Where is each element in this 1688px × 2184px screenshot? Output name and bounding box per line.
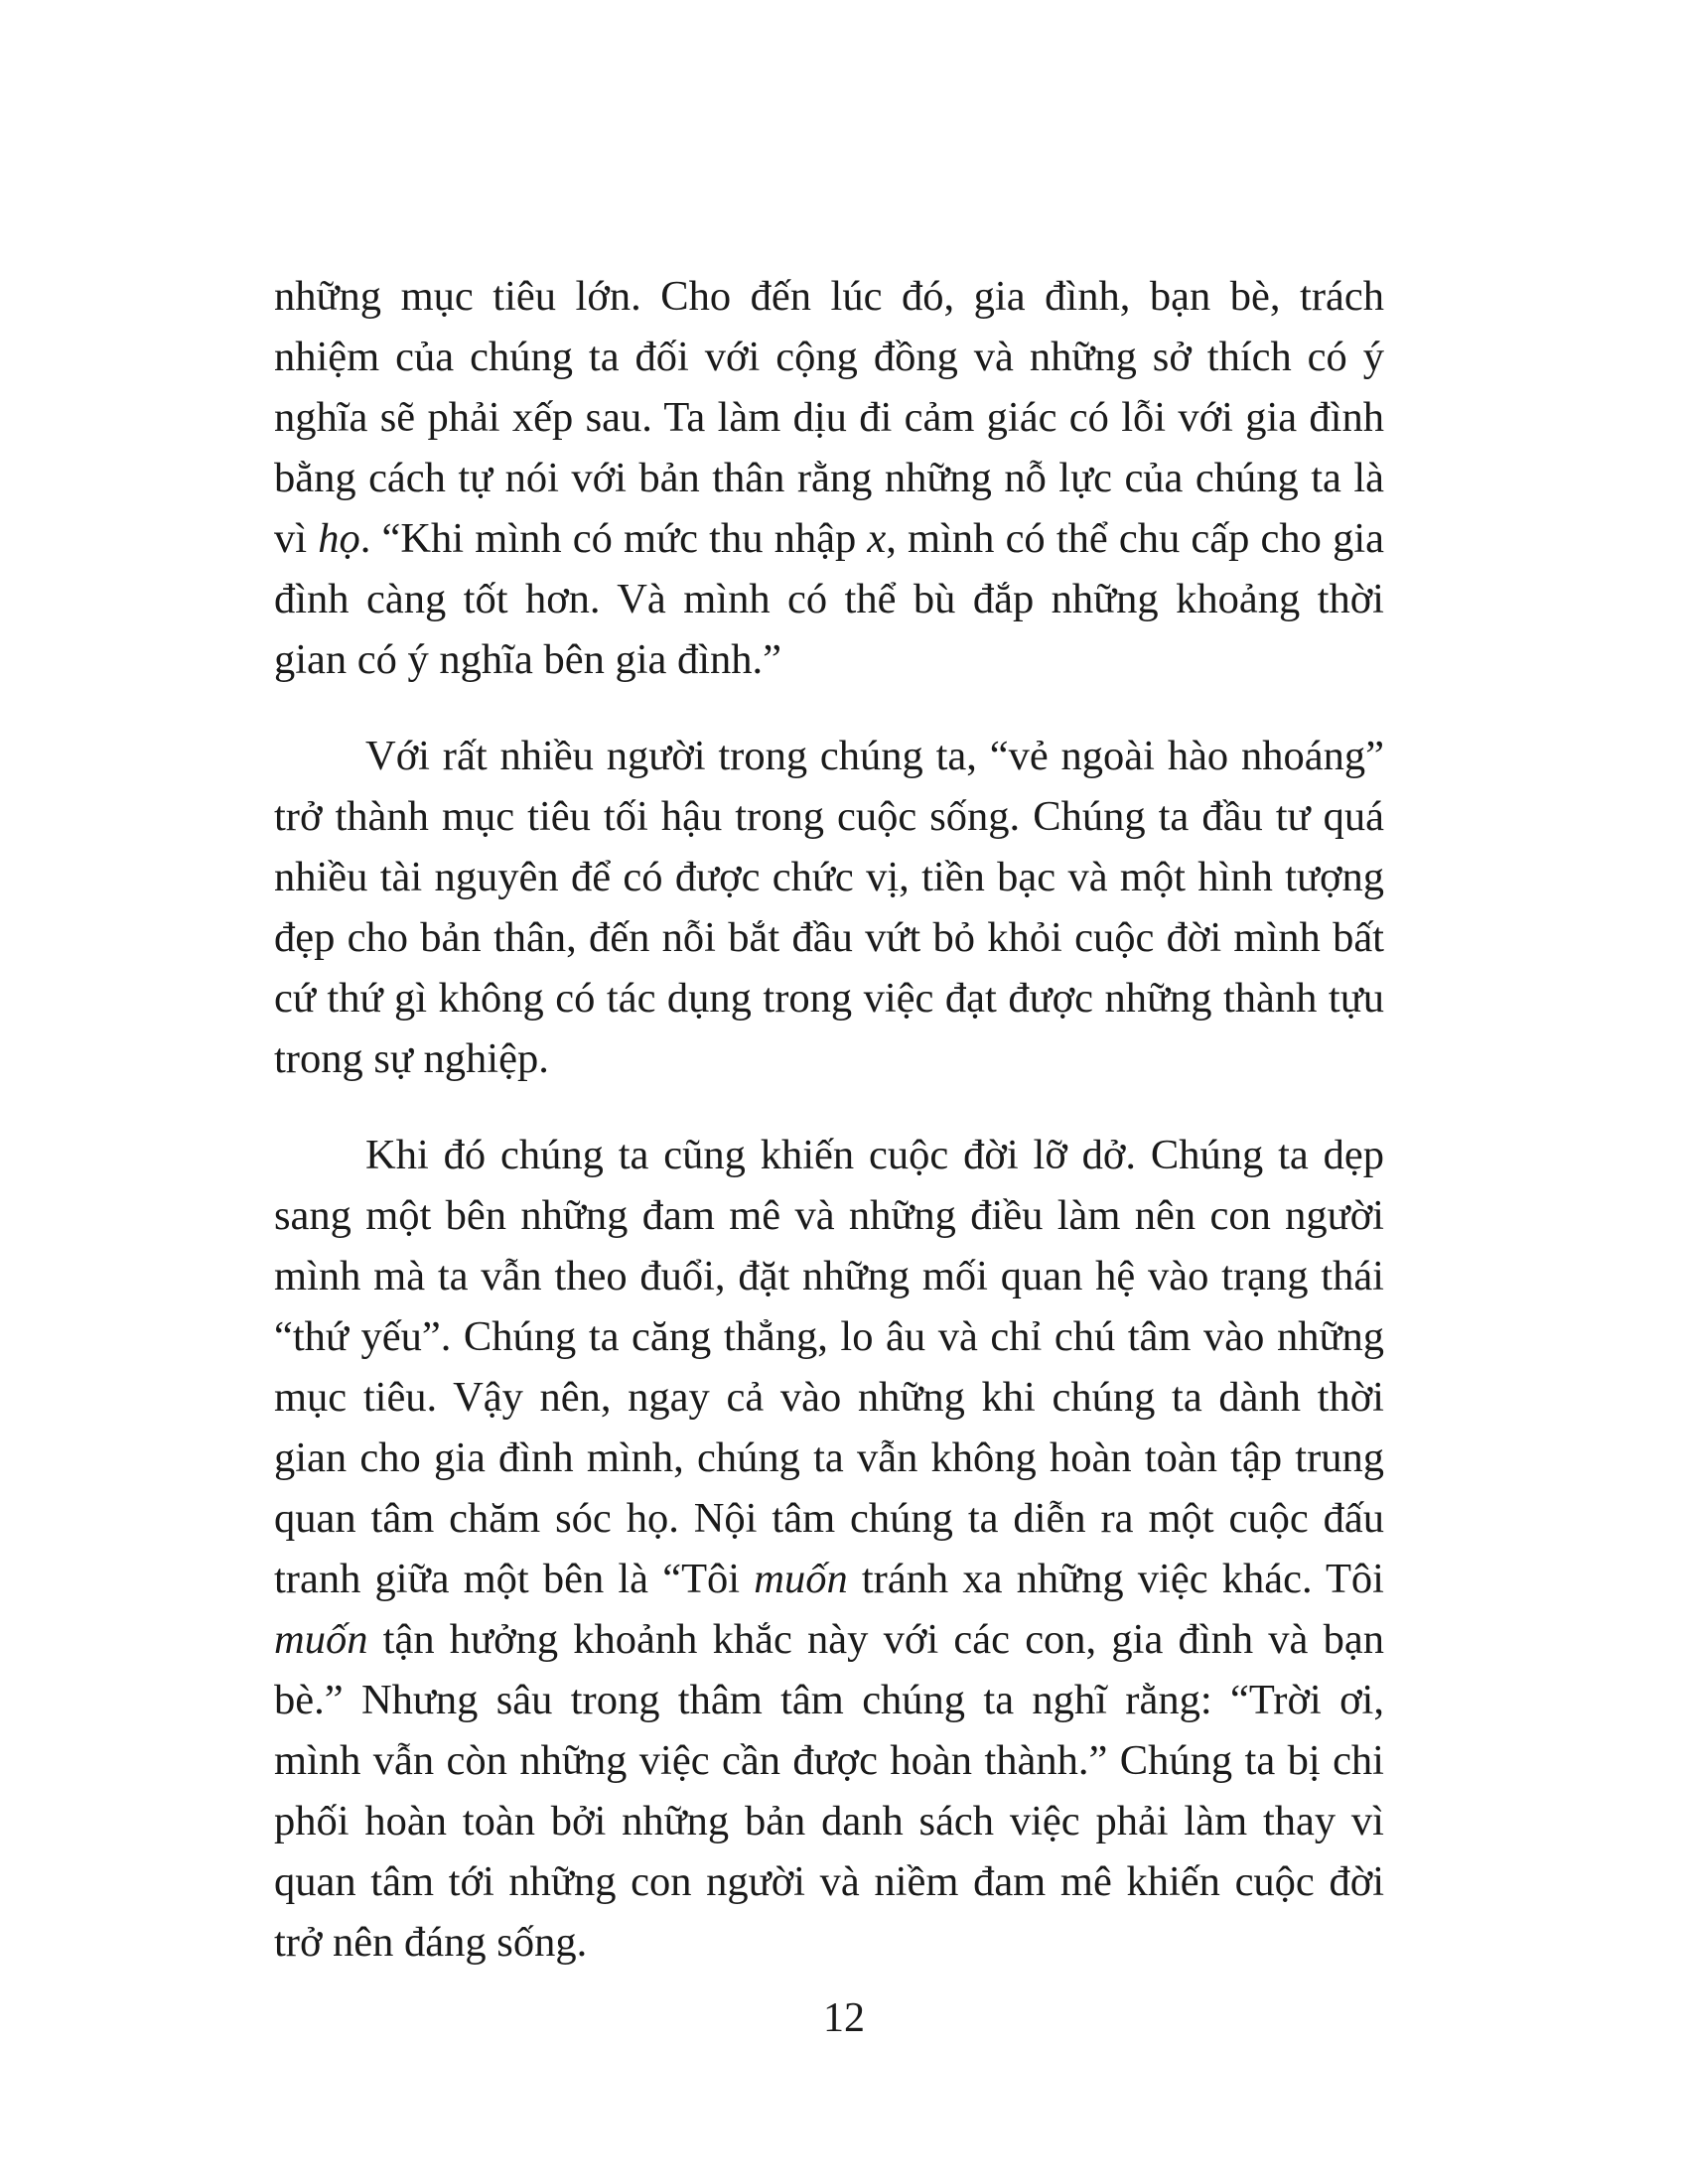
paragraph-text: Khi đó chúng ta cũng khiến cuộc đời lỡ dở. Chúng ta dẹp sang một bên những đam mê và những điều làm nên con người mình mà ta vẫn theo đuổi, đặt những mối quan hệ vào trạng thái “thứ yếu”. Chúng ta căng thẳng, lo âu và chỉ chú tâm vào những mục tiêu. Vậy nên, ngay cả vào những khi chúng ta dành thời gian cho gia đình mình, chúng ta vẫn không hoàn toàn tập trung quan tâm chăm sóc họ. Nội tâm chúng ta diễn ra một cuộc đấu tranh giữa một bên là “Tôi <box>274 1132 1384 1602</box>
emphasis-text: muốn <box>274 1616 368 1663</box>
page-number: 12 <box>823 1995 865 2041</box>
emphasis-text: họ <box>318 515 360 562</box>
paragraph-1 <box>274 266 1384 690</box>
emphasis-text: x <box>867 515 887 562</box>
paragraph-2 <box>274 726 1384 1089</box>
paragraph-3 <box>274 1125 1384 1973</box>
paragraph-text: những mục tiêu lớn. Cho đến lúc đó, gia đình, bạn bè, trách nhiệm của chúng ta đối với cộng đồng và những sở thích có ý nghĩa sẽ phải xếp sau. Ta làm dịu đi cảm giác có lỗi với gia đình bằng cách tự nói với bản thân rằng những nỗ lực của chúng ta là vì <box>274 273 1384 562</box>
paragraph-text: tận hưởng khoảnh khắc này với các con, gia đình và bạn bè.” Nhưng sâu trong thâm tâm chúng ta nghĩ rằng: “Trời ơi, mình vẫn còn những việc cần được hoàn thành.” Chúng ta bị chi phối hoàn toàn bởi những bản danh sách việc phải làm thay vì quan tâm tới những con người và niềm đam mê khiến cuộc đời trở nên đáng sống. <box>274 1616 1384 1966</box>
body-text <box>274 266 1384 1973</box>
paragraph-text: tránh xa những việc khác. Tôi <box>847 1556 1384 1602</box>
paragraph-text: Với rất nhiều người trong chúng ta, “vẻ ngoài hào nhoáng” trở thành mục tiêu tối hậu trong cuộc sống. Chúng ta đầu tư quá nhiều tài nguyên để có được chức vị, tiền bạc và một hình tượng đẹp cho bản thân, đến nỗi bắt đầu vứt bỏ khỏi cuộc đời mình bất cứ thứ gì không có tác dụng trong việc đạt được những thành tựu trong sự nghiệp. <box>274 733 1384 1082</box>
paragraph-text: , mình có thể chu cấp cho gia đình càng tốt hơn. Và mình có thể bù đắp những khoảng thời gian có ý nghĩa bên gia đình.” <box>274 515 1384 683</box>
paragraph-text: . “Khi mình có mức thu nhập <box>359 515 868 562</box>
emphasis-text: muốn <box>754 1556 848 1602</box>
